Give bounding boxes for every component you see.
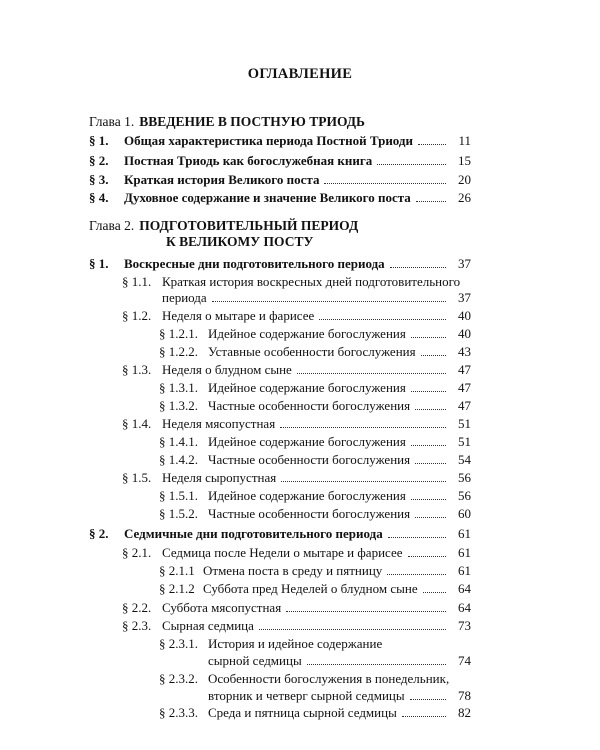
toc-entry-2-1-1[interactable]: § 2.1.1 Отмена поста в среду и пятницу 61 xyxy=(159,563,471,578)
toc-entry-1-3[interactable]: § 1.3. Неделя о блудном сыне 47 xyxy=(122,362,471,377)
toc-entry-1-3-1[interactable]: § 1.3.1. Идейное содержание богослужения 47 xyxy=(159,380,471,395)
chapter-2-title-line2: К ВЕЛИКОМУ ПОСТУ xyxy=(166,234,314,249)
toc-entry-1-5-2[interactable]: § 1.5.2. Частные особенности богослужения 60 xyxy=(159,506,471,521)
toc-entry-1-5-1[interactable]: § 1.5.1. Идейное содержание богослужения 56 xyxy=(159,488,471,503)
toc-entry-1-4[interactable]: § 1.4. Неделя мясопустная 51 xyxy=(122,416,471,431)
chapter-2-title-line1: ПОДГОТОВИТЕЛЬНЫЙ ПЕРИОД xyxy=(139,218,359,233)
toc-entry-1-4-2[interactable]: § 1.4.2. Частные особенности богослужения 54 xyxy=(159,452,471,467)
toc-entry-ch1-s2[interactable]: § 2. Постная Триодь как богослужебная книга 15 xyxy=(89,153,471,168)
toc-entry-1-2-2[interactable]: § 1.2.2. Уставные особенности богослужения 43 xyxy=(159,344,471,359)
toc-entry-ch2-s1[interactable]: § 1. Воскресные дни подготовительного периода 37 xyxy=(89,256,471,271)
toc-entry-1-2[interactable]: § 1.2. Неделя о мытаре и фарисее 40 xyxy=(122,308,471,323)
toc-entry-ch1-s4[interactable]: § 4. Духовное содержание и значение Великого поста 26 xyxy=(89,190,471,205)
toc-entry-2-1-2[interactable]: § 2.1.2 Суббота пред Неделей о блудном сыне 64 xyxy=(159,581,471,596)
toc-entry-1-2-1[interactable]: § 1.2.1. Идейное содержание богослужения 40 xyxy=(159,326,471,341)
toc-entry-ch1-s3[interactable]: § 3. Краткая история Великого поста 20 xyxy=(89,172,471,187)
chapter-2-label: Глава 2. xyxy=(89,218,135,233)
toc-entry-2-3-1-line2[interactable]: сырной седмицы 74 xyxy=(208,653,471,668)
chapter-1-label: Глава 1. xyxy=(89,114,135,129)
chapter-1-title: ВВЕДЕНИЕ В ПОСТНУЮ ТРИОДЬ xyxy=(139,114,365,129)
toc-entry-2-2[interactable]: § 2.2. Суббота мясопустная xyxy=(122,600,471,616)
toc-entry-1-4-1[interactable]: § 1.4.1. Идейное содержание богослужения 51 xyxy=(159,434,471,449)
toc-entry-2-2-page: 64 xyxy=(458,600,471,615)
toc-entry-ch2-s2[interactable]: § 2. Седмичные дни подготовительного периода 61 xyxy=(89,526,471,541)
chapter-2-heading xyxy=(89,217,358,233)
toc-entry-2-3[interactable]: § 2.3. Сырная седмица 73 xyxy=(122,618,471,633)
toc-entry-1-1-line1[interactable]: § 1.1. Краткая история воскресных дней подготовительного xyxy=(122,274,461,289)
toc-entry-2-3-2-line2[interactable]: вторник и четверг сырной седмицы 78 xyxy=(208,688,471,703)
toc-entry-2-3-1-line1[interactable]: § 2.3.1. История и идейное содержание xyxy=(159,636,383,651)
toc-entry-1-1-line2[interactable]: периода 37 xyxy=(162,290,471,305)
toc-entry-1-3-2[interactable]: § 1.3.2. Частные особенности богослужения 47 xyxy=(159,398,471,413)
toc-entry-1-5[interactable]: § 1.5. Неделя сыропустная 56 xyxy=(122,470,471,485)
toc-entry-2-1[interactable]: § 2.1. Седмица после Недели о мытаре и фарисее 61 xyxy=(122,545,471,560)
toc-entry-2-3-2-line1[interactable]: § 2.3.2. Особенности богослужения в понедельник, xyxy=(159,671,450,686)
toc-entry-2-3-3[interactable]: § 2.3.3. Среда и пятница сырной седмицы 82 xyxy=(159,705,471,720)
chapter-1-heading xyxy=(89,113,365,129)
page-title: ОГЛАВЛЕНИЕ xyxy=(247,66,353,82)
toc-entry-ch1-s1[interactable]: § 1. Общая характеристика периода Постной Триоди 11 xyxy=(89,133,471,148)
